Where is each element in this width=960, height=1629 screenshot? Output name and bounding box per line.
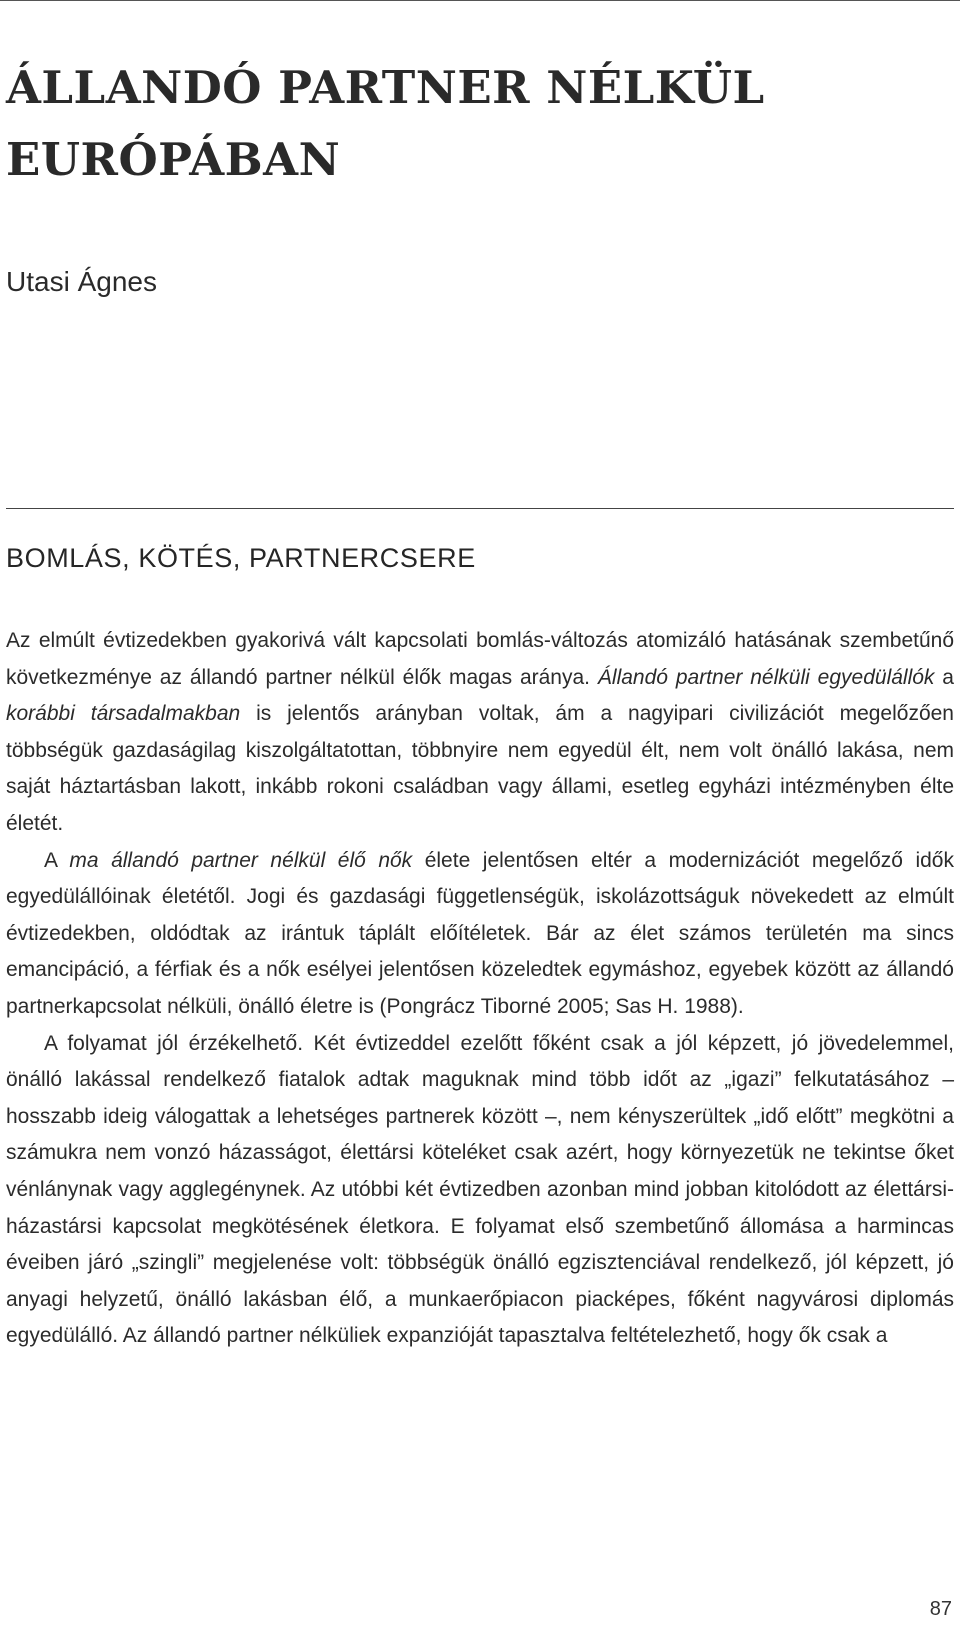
author-name: Utasi Ágnes: [6, 266, 157, 297]
paragraph-3: A folyamat jól érzékelhető. Két évtizeddel ezelőtt főként csak a jól képzett, jó jövedelemmel, önálló lakással rendelkező fiatalok adtak maguknak mind több időt az „igazi” felkutatásához – hosszabb ideig válogattak a lehetséges partnerek között –, nem kényszerültek „idő előtt” megkötni a számukra nem vonzó házasságot, élettársi köteléket csak azért, hogy környezetük ne tekintse őket vénlánynak vagy agglegénynek. Az utóbbi két évtizedben azonban mind jobban kitolódott az élettársi-házastársi kapcsolat megkötésének életkora. E folyamat első szembetűnő állomása a harmincas éveiben járó „szingli” megjelenése volt: többségük önálló egzisztenciával rendelkező, jól képzett, jó anyagi helyzetű, önálló lakásban élő, a munkaerőpiacon piacképes, főként nagyvárosi diplomás egyedülálló. Az állandó partner nélküliek expanzióját tapasztalva feltételezhető, hogy ők csak a: [6, 1031, 954, 1348]
chapter-title-line-1: ÁLLANDÓ PARTNER NÉLKÜL: [6, 61, 765, 114]
paragraph-1: [6, 623, 954, 843]
paragraph-1-emphasis-b: korábbi társadalmakban: [6, 702, 241, 726]
paragraph-1-text-c: is jelentős arányban voltak, ám a nagyipari civilizációt megelőzően többségük gazdaságilag kiszolgáltatottan, többnyire nem egyedül élt, nem volt önálló lakása, nem saját háztartásban lakott, inkább rokoni családban vagy állami, esetleg egyházi intézményben élte életét.: [6, 702, 954, 835]
paragraph-2-text-a: A: [44, 848, 70, 872]
paragraph-1-emphasis-a: Állandó partner nélküli egyedülállók: [597, 665, 935, 689]
body-text: [6, 623, 954, 1355]
chapter-title: [6, 52, 936, 196]
page-number: 87: [929, 1598, 952, 1620]
section-heading: BOMLÁS, KÖTÉS, PARTNERCSERE: [6, 543, 476, 573]
section-divider: [6, 508, 954, 509]
top-rule: [0, 0, 960, 1]
paragraph-2: [6, 843, 954, 1026]
paragraph-1-text-b: a: [934, 665, 954, 689]
paragraph-1-text-a: Az elmúlt évtizedekben gyakorivá vált kapcsolati bomlás-változás atomizáló hatásának szembetűnő következménye az állandó partner nélkül élők magas aránya.: [6, 629, 954, 689]
paragraph-2-text-b: élete jelentősen eltér a modernizációt megelőző idők egyedülállóinak életétől. Jogi és gazdasági függetlenségük, iskolázottságuk növekedett az elmúlt évtizedekben, oldódtak az irántuk táplált előítéletek. Bár az élet számos területén ma sincs emancipáció, a férfiak és a nők esélyei jelentősen közeledtek egymáshoz, egyebek között az állandó partnerkapcsolat nélküli, önálló életre is (Pongrácz Tiborné 2005; Sas H. 1988).: [6, 848, 954, 1018]
paragraph-2-emphasis: ma állandó partner nélkül élő nők: [69, 848, 413, 872]
chapter-title-line-2: EURÓPÁBAN: [6, 133, 341, 186]
